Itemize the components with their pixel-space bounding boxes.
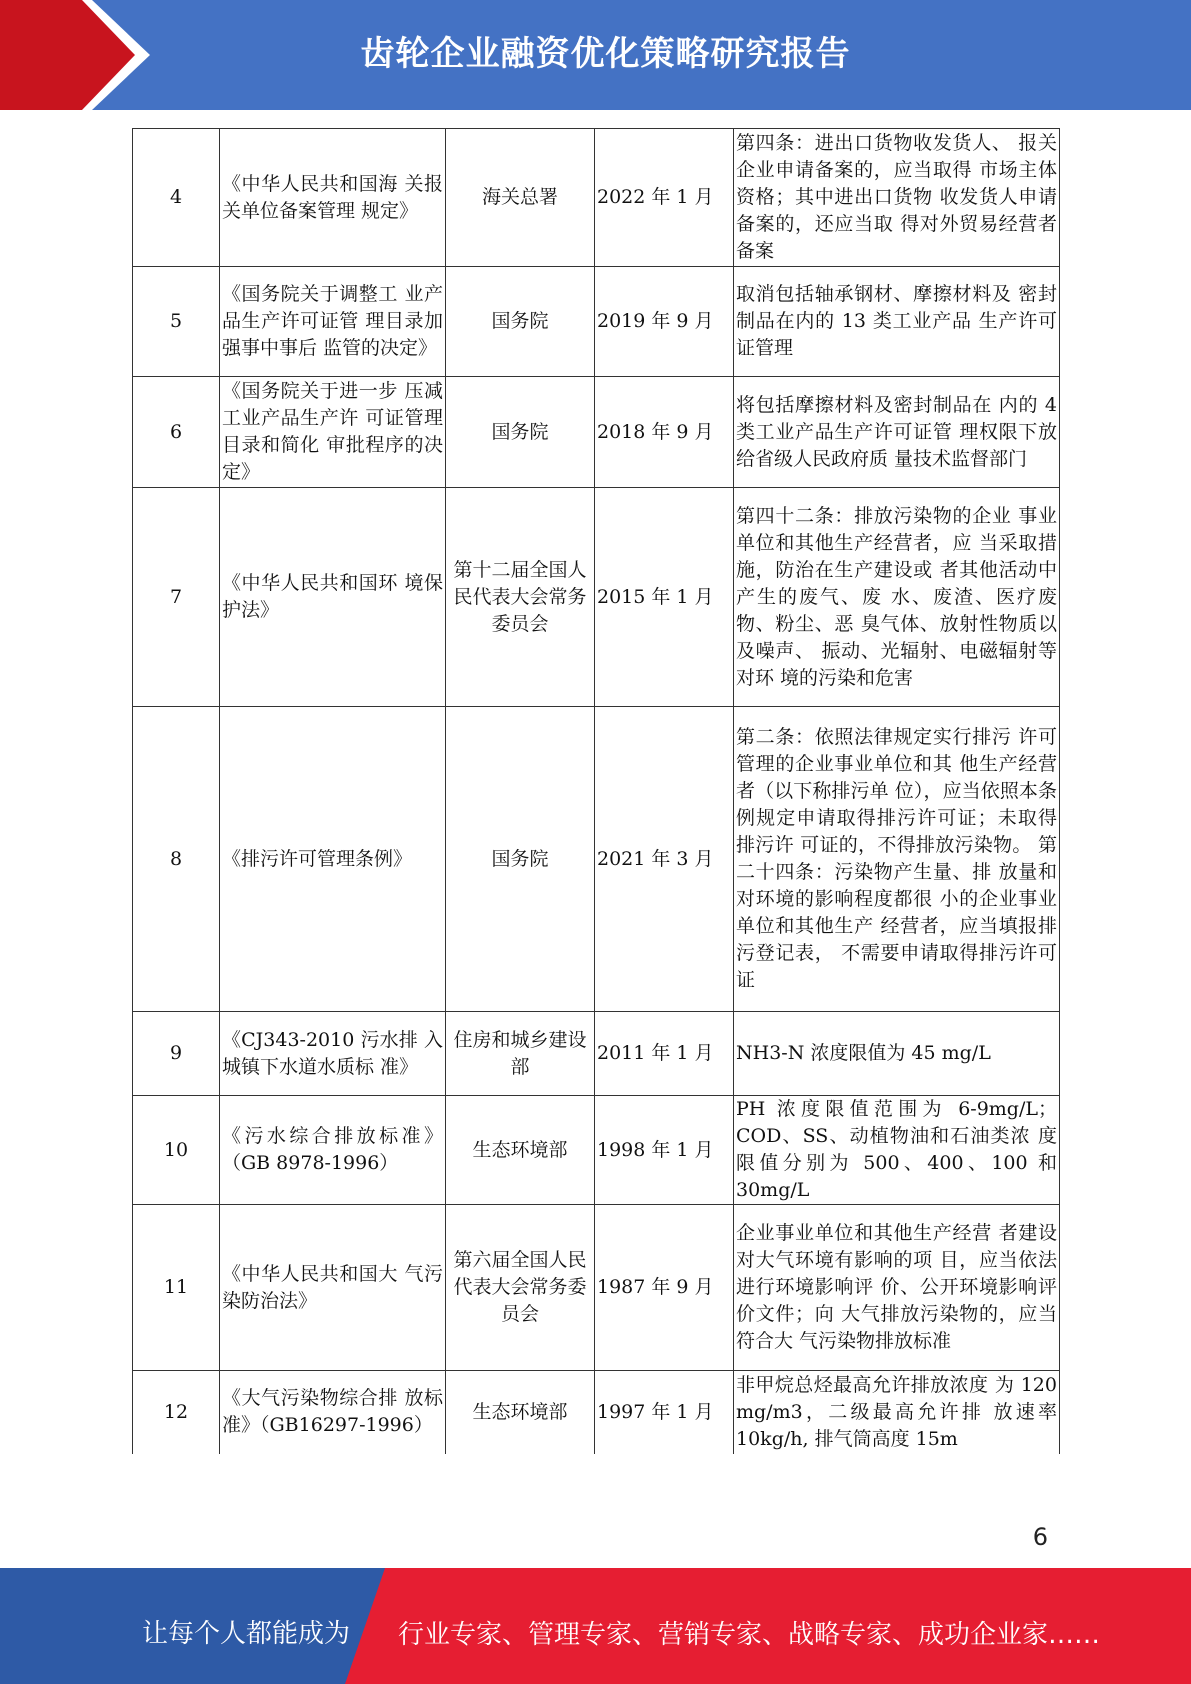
effective-date: 2015 年 1 月 — [595, 488, 734, 707]
regulation-content: PH 浓度限值范围为 6-9mg/L； COD、SS、动植物油和石油类浓 度限值分别为 500、400、100 和 30mg/L — [734, 1096, 1060, 1205]
regulation-content: 企业事业单位和其他生产经营 者建设对大气环境有影响的项 目，应当依法进行环境影响评 价、公开环境影响评价文件；向 大气排放污染物的，应当符合大 气污染物排放标准 — [734, 1205, 1060, 1371]
effective-date: 2018 年 9 月 — [595, 377, 734, 488]
regulation-name: 《大气污染物综合排 放标准》（GB16297-1996） — [220, 1371, 446, 1454]
effective-date: 2019 年 9 月 — [595, 267, 734, 377]
effective-date: 2011 年 1 月 — [595, 1012, 734, 1096]
effective-date: 1998 年 1 月 — [595, 1096, 734, 1205]
table-row — [133, 1012, 1060, 1096]
regulations-table — [132, 128, 1060, 1454]
row-number: 7 — [133, 488, 220, 707]
effective-date: 1997 年 1 月 — [595, 1371, 734, 1454]
header-banner — [0, 0, 1191, 110]
row-number: 5 — [133, 267, 220, 377]
table-row — [133, 1205, 1060, 1371]
page-number: 6 — [1032, 1523, 1048, 1551]
regulation-content: 第四条：进出口货物收发货人、 报关企业申请备案的，应当取得 市场主体资格；其中进出口货物 收发货人申请备案的，还应当取 得对外贸易经营者备案 — [734, 129, 1060, 267]
regulation-content: 取消包括轴承钢材、摩擦材料及 密封制品在内的 13 类工业产品 生产许可证管理 — [734, 267, 1060, 377]
issuing-authority: 国务院 — [446, 267, 595, 377]
row-number: 6 — [133, 377, 220, 488]
report-title: 齿轮企业融资优化策略研究报告 — [360, 34, 851, 74]
table-row — [133, 267, 1060, 377]
issuing-authority: 国务院 — [446, 377, 595, 488]
issuing-authority: 第十二届全国人民代表大会常务委员会 — [446, 488, 595, 707]
table-row — [133, 129, 1060, 267]
regulation-name: 《国务院关于进一步 压减工业产品生产许 可证管理目录和简化 审批程序的决定》 — [220, 377, 446, 488]
row-number: 4 — [133, 129, 220, 267]
footer-slogan-left: 让每个人都能成为 — [142, 1619, 351, 1649]
regulation-content: 将包括摩擦材料及密封制品在 内的 4 类工业产品生产许可证管 理权限下放给省级人民政府质 量技术监督部门 — [734, 377, 1060, 488]
regulation-content: 非甲烷总烃最高允许排放浓度 为 120 mg/m3，二级最高允许排 放速率 10kg/h, 排气筒高度 15m — [734, 1371, 1060, 1454]
table-row — [133, 707, 1060, 1012]
issuing-authority: 生态环境部 — [446, 1096, 595, 1205]
table-row — [133, 488, 1060, 707]
regulation-content: 第二条：依照法律规定实行排污 许可管理的企业事业单位和其 他生产经营者（以下称排污单 位），应当依照本条例规定申请取得排污许可证；未取得排污许 可证的，不得排放污染物。 第二十四条：污染物产生量、排 放量和对环境的影响程度都很 小的企业事业单位和其他生产 经营者，应当填报排污登记表， 不需要申请取得排污许可证 — [734, 707, 1060, 1012]
effective-date: 1987 年 9 月 — [595, 1205, 734, 1371]
row-number: 9 — [133, 1012, 220, 1096]
regulation-name: 《CJ343-2010 污水排 入城镇下水道水质标 准》 — [220, 1012, 446, 1096]
regulation-content: NH3-N 浓度限值为 45 mg/L — [734, 1012, 1060, 1096]
issuing-authority: 生态环境部 — [446, 1371, 595, 1454]
regulation-content: 第四十二条：排放污染物的企业 事业单位和其他生产经营者，应 当采取措施，防治在生产建设或 者其他活动中产生的废气、废 水、废渣、医疗废物、粉尘、恶 臭气体、放射性物质以及噪声、 振动、光辐射、电磁辐射等对环 境的污染和危害 — [734, 488, 1060, 707]
issuing-authority: 住房和城乡建设部 — [446, 1012, 595, 1096]
row-number: 10 — [133, 1096, 220, 1205]
row-number: 12 — [133, 1371, 220, 1454]
regulation-name: 《中华人民共和国海 关报关单位备案管理 规定》 — [220, 129, 446, 267]
regulation-name: 《污水综合排放标准》（GB 8978-1996） — [220, 1096, 446, 1205]
table-row — [133, 1096, 1060, 1205]
regulation-name: 《中华人民共和国环 境保护法》 — [220, 488, 446, 707]
regulation-name: 《国务院关于调整工 业产品生产许可证管 理目录加强事中事后 监管的决定》 — [220, 267, 446, 377]
effective-date: 2021 年 3 月 — [595, 707, 734, 1012]
issuing-authority: 第六届全国人民代表大会常务委员会 — [446, 1205, 595, 1371]
effective-date: 2022 年 1 月 — [595, 129, 734, 267]
issuing-authority: 海关总署 — [446, 129, 595, 267]
table-row — [133, 1371, 1060, 1454]
footer-slogan-right: 行业专家、管理专家、营销专家、战略专家、成功企业家…… — [398, 1620, 1101, 1650]
regulation-name: 《中华人民共和国大 气污染防治法》 — [220, 1205, 446, 1371]
regulation-name: 《排污许可管理条例》 — [220, 707, 446, 1012]
row-number: 11 — [133, 1205, 220, 1371]
table-row — [133, 377, 1060, 488]
row-number: 8 — [133, 707, 220, 1012]
issuing-authority: 国务院 — [446, 707, 595, 1012]
